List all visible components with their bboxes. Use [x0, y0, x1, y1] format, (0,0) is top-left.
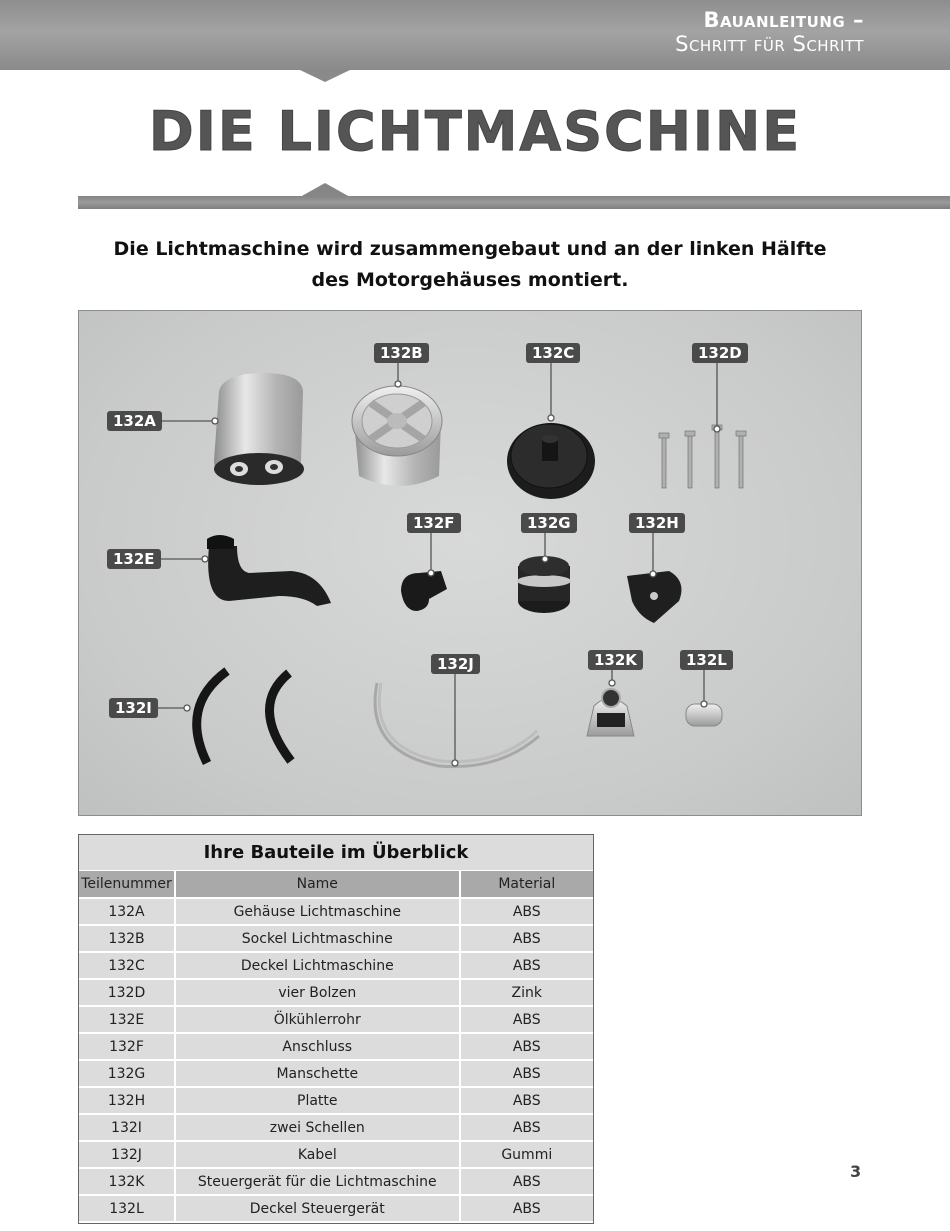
- cell-part-number: 132L: [79, 1195, 175, 1222]
- cell-name: Deckel Lichtmaschine: [175, 952, 460, 979]
- label-132b: 132B: [374, 343, 429, 363]
- table-row: [79, 898, 593, 925]
- cell-material: Gummi: [460, 1141, 593, 1168]
- cell-name: vier Bolzen: [175, 979, 460, 1006]
- label-132k: 132K: [588, 650, 643, 670]
- cell-name: Ölkühlerrohr: [175, 1006, 460, 1033]
- label-132f: 132F: [407, 513, 461, 533]
- table-row: [79, 1114, 593, 1141]
- cell-material: ABS: [460, 1033, 593, 1060]
- section-title-line1: Bauanleitung –: [703, 8, 864, 32]
- label-132c: 132C: [526, 343, 580, 363]
- parts-table-body: [79, 898, 593, 1222]
- label-132l: 132L: [680, 650, 733, 670]
- label-132g: 132G: [521, 513, 577, 533]
- cell-part-number: 132I: [79, 1114, 175, 1141]
- column-header-name: Name: [175, 871, 460, 898]
- section-title-line2: Schritt für Schritt: [675, 32, 864, 57]
- part-132i-clamps: [197, 671, 291, 763]
- cell-part-number: 132F: [79, 1033, 175, 1060]
- cell-material: ABS: [460, 1060, 593, 1087]
- part-132a-housing: [214, 373, 304, 485]
- cell-name: zwei Schellen: [175, 1114, 460, 1141]
- cell-name: Deckel Steuergerät: [175, 1195, 460, 1222]
- label-132h: 132H: [629, 513, 685, 533]
- cell-material: ABS: [460, 925, 593, 952]
- part-132d-bolts: [659, 425, 746, 488]
- parts-table-grid: [79, 871, 593, 1223]
- cell-name: Platte: [175, 1087, 460, 1114]
- part-132f-connector: [401, 571, 447, 611]
- cell-name: Manschette: [175, 1060, 460, 1087]
- table-row: [79, 1168, 593, 1195]
- cell-part-number: 132A: [79, 898, 175, 925]
- title-rule-notch: [300, 183, 350, 197]
- cell-part-number: 132G: [79, 1060, 175, 1087]
- cell-part-number: 132E: [79, 1006, 175, 1033]
- table-row: [79, 1087, 593, 1114]
- cell-material: ABS: [460, 1087, 593, 1114]
- table-header-row: [79, 871, 593, 898]
- part-132h-plate: [627, 571, 681, 623]
- part-132b-socket: [352, 386, 442, 486]
- cell-name: Anschluss: [175, 1033, 460, 1060]
- table-row: [79, 1060, 593, 1087]
- table-row: [79, 979, 593, 1006]
- intro-text: Die Lichtmaschine wird zusammengebaut und an der linken Hälfte des Motorgehäuses montiert.: [113, 238, 827, 291]
- parts-table-title: Ihre Bauteile im Überblick: [79, 835, 593, 871]
- part-132j-cable: [375, 683, 539, 767]
- cell-material: ABS: [460, 1168, 593, 1195]
- cell-material: ABS: [460, 1006, 593, 1033]
- page-number: 3: [850, 1162, 862, 1181]
- cell-name: Gehäuse Lichtmaschine: [175, 898, 460, 925]
- table-row: [79, 1141, 593, 1168]
- label-132d: 132D: [692, 343, 748, 363]
- cell-name: Steuergerät für die Lichtmaschine: [175, 1168, 460, 1195]
- cell-part-number: 132K: [79, 1168, 175, 1195]
- column-header-material: Material: [460, 871, 593, 898]
- label-132e: 132E: [107, 549, 161, 569]
- part-132c-cover: [507, 423, 595, 499]
- cell-material: ABS: [460, 1195, 593, 1222]
- table-row: [79, 952, 593, 979]
- header-notch: [300, 70, 350, 82]
- part-132g-sleeve: [517, 556, 571, 613]
- cell-material: Zink: [460, 979, 593, 1006]
- cell-material: ABS: [460, 952, 593, 979]
- cell-part-number: 132H: [79, 1087, 175, 1114]
- table-row: [79, 925, 593, 952]
- parts-illustration: [79, 311, 863, 817]
- cell-part-number: 132B: [79, 925, 175, 952]
- cell-material: ABS: [460, 1114, 593, 1141]
- column-header-part-number: Teilenummer: [79, 871, 175, 898]
- part-132k-control-unit: [587, 689, 634, 736]
- cell-part-number: 132C: [79, 952, 175, 979]
- cell-part-number: 132D: [79, 979, 175, 1006]
- page-title: DIE LICHTMASCHINE: [148, 100, 802, 163]
- parts-photo: [78, 310, 862, 816]
- parts-table: [78, 834, 594, 1224]
- cell-part-number: 132J: [79, 1141, 175, 1168]
- label-132i: 132I: [109, 698, 158, 718]
- table-row: [79, 1006, 593, 1033]
- cell-material: ABS: [460, 898, 593, 925]
- cell-name: Sockel Lichtmaschine: [175, 925, 460, 952]
- part-132e-pipe: [207, 535, 331, 606]
- label-132a: 132A: [107, 411, 162, 431]
- table-row: [79, 1033, 593, 1060]
- label-132j: 132J: [431, 654, 480, 674]
- title-rule: [78, 196, 950, 209]
- cell-name: Kabel: [175, 1141, 460, 1168]
- table-row: [79, 1195, 593, 1222]
- section-title: [675, 8, 864, 56]
